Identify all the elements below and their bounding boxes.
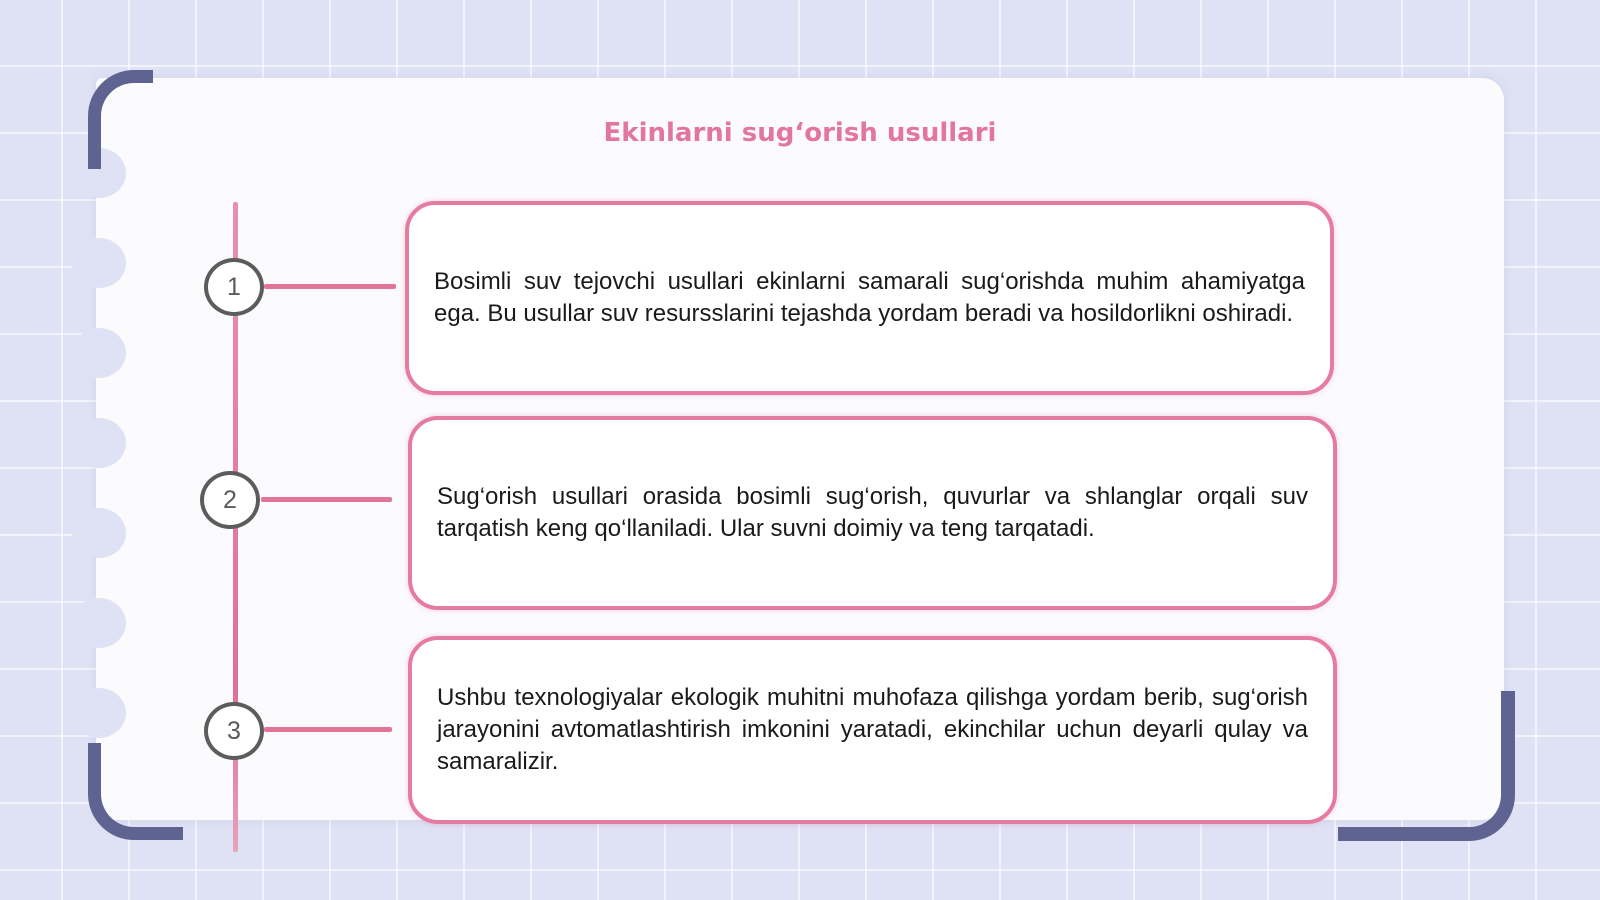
timeline-connector-3 [264,727,392,732]
paper-scallop [72,598,126,648]
slide-title: Ekinlarni sug‘orish usullari [603,118,997,148]
step-text-2: Sug‘orish usullari orasida bosimli sug‘orish, quvurlar va shlanglar orqali suv tarqatish keng qo‘llaniladi. Ular suvni doimiy va teng tarqatadi. [437,483,1308,542]
step-number-2: 2 [200,471,260,529]
timeline-connector-2 [261,497,392,502]
step-text-1: Bosimli suv tejovchi usullari ekinlarni samarali sug‘orishda muhim ahamiyatga ega. Bu usullar suv resursslarini tejashda yordam beradi va hosildorlikni oshiradi. [434,268,1305,327]
paper-scallop [72,508,126,558]
step-number-3: 3 [204,702,264,760]
step-card-1 [405,201,1334,395]
step-number-1: 1 [204,258,264,316]
step-card-3 [408,636,1337,824]
paper-scallop [72,238,126,288]
step-text-3: Ushbu texnologiyalar ekologik muhitni muhofaza qilishga yordam berib, sug‘orish jarayonini avtomatlashtirish imkonini yaratadi, ekinchilar uchun deyarli qulay va samaralizir. [437,684,1308,775]
step-card-2 [408,416,1337,610]
paper-scallop [72,328,126,378]
corner-bracket-bottom-left [88,743,183,840]
paper-scallop [72,688,126,738]
timeline-connector-1 [264,284,396,289]
corner-bracket-bottom-right [1338,691,1515,841]
paper-scallop [72,418,126,468]
